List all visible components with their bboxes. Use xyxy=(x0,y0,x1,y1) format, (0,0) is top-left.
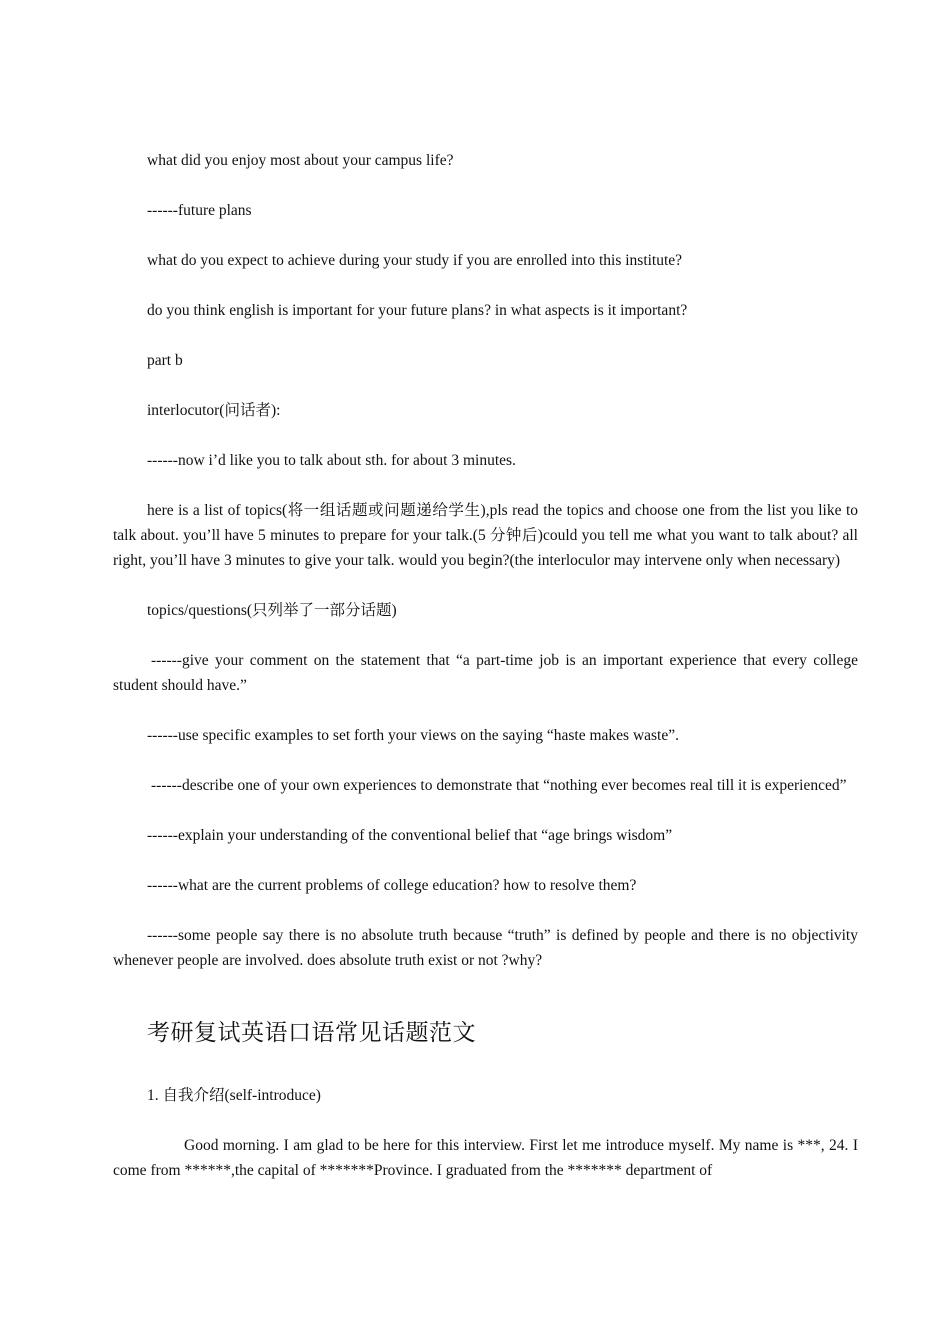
section-item-self-intro: 1. 自我介绍(self-introduce) xyxy=(147,1087,321,1104)
subheading-future-plans: ------future plans xyxy=(147,202,252,219)
document-body xyxy=(113,148,858,1208)
interlocutor-label: interlocutor(问话者): xyxy=(147,402,281,419)
part-label: part b xyxy=(147,352,183,369)
topic-item: ------some people say there is no absolute truth because “truth” is defined by people and there is no objectivity whenever people are involved. does absolute truth exist or not ?why? xyxy=(113,927,858,969)
topics-questions-label: topics/questions(只列举了一部分话题) xyxy=(147,602,397,619)
instruction-talk: ------now i’d like you to talk about sth. for about 3 minutes. xyxy=(147,452,516,469)
question-english-importance: do you think english is important for your future plans? in what aspects is it important? xyxy=(147,302,688,319)
topic-item: ------describe one of your own experiences to demonstrate that “nothing ever becomes real till it is experienced” xyxy=(151,777,847,794)
topic-item: ------explain your understanding of the conventional belief that “age brings wisdom” xyxy=(147,827,673,844)
topic-item: ------what are the current problems of college education? how to resolve them? xyxy=(147,877,637,894)
section-heading: 考研复试英语口语常见话题范文 xyxy=(147,1020,476,1045)
topic-item: ------use specific examples to set forth your views on the saying “haste makes waste”. xyxy=(147,727,679,744)
question-achieve: what do you expect to achieve during your study if you are enrolled into this institute? xyxy=(147,252,683,269)
topic-item: ------give your comment on the statement that “a part-time job is an important experience that every college student should have.” xyxy=(113,652,858,694)
question-campus-life: what did you enjoy most about your campus life? xyxy=(147,152,454,169)
instruction-topics-list: here is a list of topics(将一组话题或问题递给学生),pls read the topics and choose one from the list you like to talk about. you’ll have 5 minutes to prepare for your talk.(5 分钟后)could you tell me what you want to talk about? all right, you’ll have 3 minutes to give your talk. would you begin?(the interloculor may intervene only when necessary) xyxy=(113,502,858,569)
sample-paragraph: Good morning. I am glad to be here for this interview. First let me introduce myself. My name is ***, 24. I come from ******,the capital of *******Province. I graduated from the ******* department of xyxy=(113,1137,858,1179)
